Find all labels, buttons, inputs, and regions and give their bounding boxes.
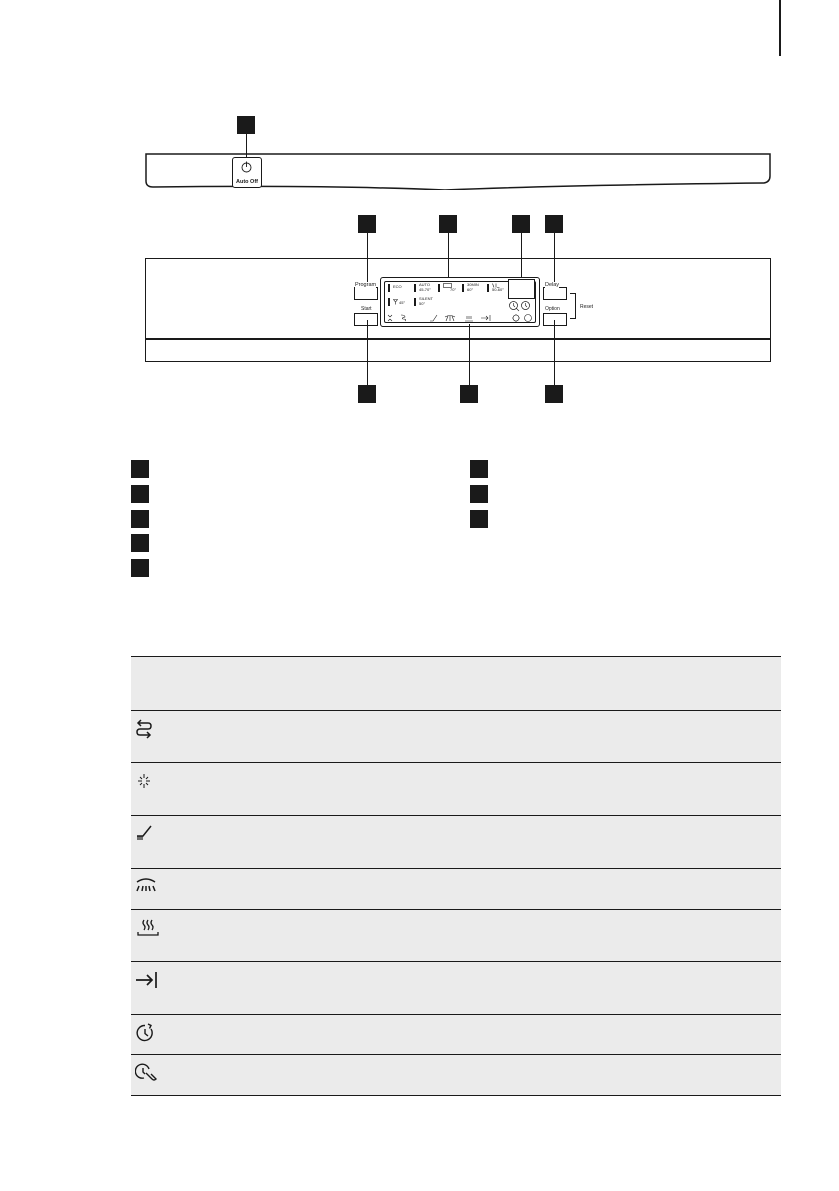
end-phase-icon: [135, 970, 159, 990]
callout-square: [358, 385, 376, 403]
table-row: [131, 816, 781, 869]
callout-square: [512, 215, 530, 233]
program-button[interactable]: [354, 287, 378, 300]
table-row: [131, 962, 781, 1015]
callout-square: [545, 215, 563, 233]
table-text-cell: [171, 910, 781, 962]
program-temp-intensive: 70°: [450, 287, 457, 292]
callout-square: [439, 215, 457, 233]
table-text-cell: [171, 763, 781, 816]
program-indicator: [388, 298, 390, 306]
program-indicator: [438, 284, 440, 292]
legend-marker: [131, 534, 149, 552]
option-button[interactable]: [543, 313, 567, 326]
display-status-icons: [385, 313, 535, 323]
start-button[interactable]: [354, 313, 378, 326]
table-icon-cell: [131, 962, 171, 1015]
leader-line: [554, 320, 555, 385]
program-temp-quick: 45°: [399, 300, 406, 305]
leader-line: [469, 324, 470, 385]
table-text-cell: [171, 711, 781, 763]
table-text-cell: [171, 816, 781, 869]
legend-marker: [131, 485, 149, 503]
time-manager-icon: [135, 1063, 159, 1083]
legend-marker: [131, 510, 149, 528]
front-panel-divider: [145, 338, 771, 340]
indicator-table: [131, 656, 781, 1096]
table-text-cell: [171, 1015, 781, 1055]
table-row: [131, 869, 781, 910]
power-button[interactable]: [232, 157, 262, 188]
program-label-silent: SILENT: [419, 296, 434, 301]
delay-start-icon: [135, 1023, 155, 1043]
table-row: [131, 763, 781, 816]
legend-marker: [131, 559, 149, 577]
start-button-label: Start: [361, 306, 372, 312]
table-icon-cell: [131, 1055, 171, 1096]
drying-phase-icon: [135, 918, 161, 938]
table-icon-cell: [131, 1015, 171, 1055]
table-icon-cell: [131, 910, 171, 962]
table-icon-cell: [131, 711, 171, 763]
program-temp-silent: 50°: [419, 301, 426, 306]
power-icon: [241, 161, 252, 173]
table-icon-cell: [131, 763, 171, 816]
option-button-label: Option: [545, 306, 560, 312]
program-label-eco: ECO: [393, 284, 402, 289]
program-temp-glass: 50-60°: [492, 287, 504, 292]
table-header-cell: [131, 657, 171, 711]
reset-bracket: [570, 293, 576, 319]
program-temp-auto: 45-70°: [419, 287, 431, 292]
reset-label: Reset: [580, 304, 594, 310]
rinse-aid-icon: [135, 771, 153, 791]
leader-line: [367, 320, 368, 385]
callout-square: [237, 116, 255, 134]
salt-level-icon: [135, 824, 153, 844]
program-indicator: [414, 284, 416, 292]
page-corner-mark: [779, 0, 781, 56]
table-row: [131, 1055, 781, 1096]
table-icon-cell: [131, 869, 171, 910]
program-temp-30min: 60°: [467, 287, 474, 292]
program-indicator: [414, 298, 416, 306]
quick-icon: [393, 299, 398, 305]
digit-display: [508, 279, 535, 299]
table-header-row: [131, 657, 781, 711]
program-button-label: Program: [355, 282, 377, 288]
table-icon-cell: [131, 816, 171, 869]
program-indicator: [462, 284, 464, 292]
table-row: [131, 711, 781, 763]
table-text-cell: [171, 1055, 781, 1096]
time-manager-display-icon: [508, 300, 532, 312]
program-label-30min: 30MIN: [467, 282, 479, 287]
program-indicator: [388, 284, 390, 292]
callout-square: [460, 385, 478, 403]
multitab-icon: [135, 719, 153, 739]
delay-button-label: Delay: [545, 282, 560, 288]
delay-button[interactable]: [543, 287, 567, 300]
legend-marker: [131, 460, 149, 478]
program-label-auto: AUTO: [419, 282, 431, 287]
callout-square: [545, 385, 563, 403]
table-text-cell: [171, 869, 781, 910]
callout-square: [358, 215, 376, 233]
legend-marker: [470, 510, 488, 528]
legend-marker: [470, 485, 488, 503]
table-header-cell: [171, 657, 781, 711]
power-button-label: Auto Off: [236, 179, 258, 185]
program-indicator: [487, 284, 489, 292]
table-text-cell: [171, 962, 781, 1015]
wash-phase-icon: [135, 877, 157, 895]
table-row: [131, 1015, 781, 1055]
legend-marker: [470, 460, 488, 478]
table-row: [131, 910, 781, 962]
